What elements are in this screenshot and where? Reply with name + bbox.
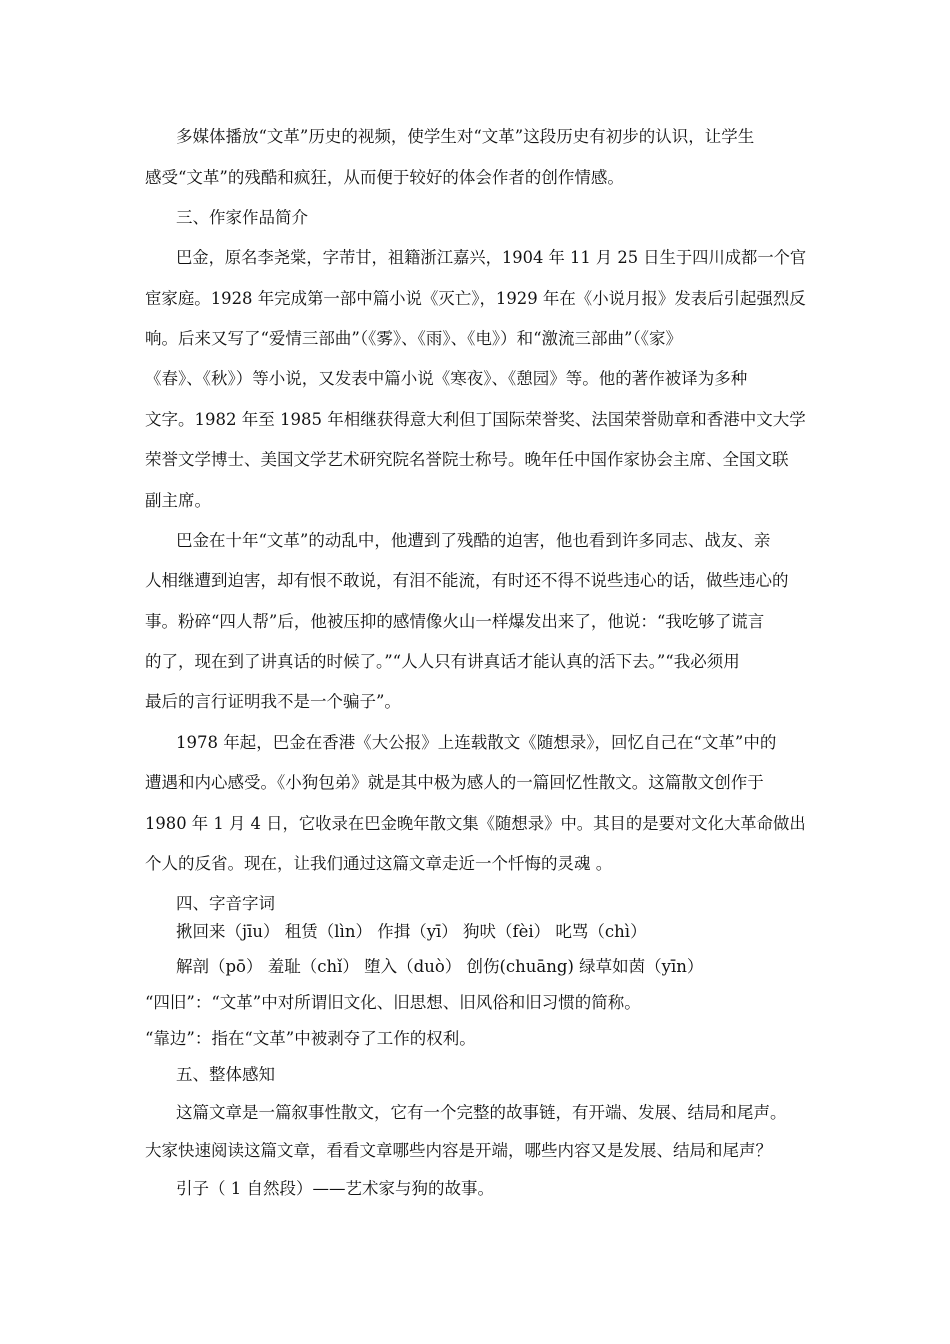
paragraph-line: 1978 年起，巴金在香港《大公报》上连载散文《随想录》，回忆自己在“文革”中的 — [176, 733, 777, 752]
vocab-line: 解剖（pō） 羞耻（chǐ） 堕入（duò） 创伤(chuāng) 绿草如茵（yīn） — [176, 957, 704, 976]
paragraph-line: 宦家庭。1928 年完成第一部中篇小说《灭亡》，1929 年在《小说月报》发表后引起强烈反 — [145, 289, 806, 308]
paragraph-line: 个人的反省。现在，让我们通过这篇文章走近一个忏悔的灵魂 。 — [145, 854, 613, 873]
section-heading: 三、作家作品简介 — [176, 208, 308, 227]
paragraph-line: 人相继遭到迫害，却有恨不敢说，有泪不能流，有时还不得不说些违心的话，做些违心的 — [145, 571, 789, 590]
paragraph-line: 响。后来又写了“爱情三部曲”（《雾》、《雨》、《电》）和“激流三部曲”（《家》 — [145, 329, 682, 348]
paragraph-line: 大家快速阅读这篇文章，看看文章哪些内容是开端，哪些内容又是发展、结局和尾声？ — [145, 1141, 772, 1160]
paragraph-line: 这篇文章是一篇叙事性散文，它有一个完整的故事链，有开端、发展、结局和尾声。 — [176, 1103, 787, 1122]
paragraph-line: 文字。1982 年至 1985 年相继获得意大利但丁国际荣誉奖、法国荣誉勋章和香港中文大学 — [145, 410, 806, 429]
vocab-line: 揪回来（jīu） 租赁（lìn） 作揖（yī） 狗吠（fèi） 叱骂（chì） — [176, 922, 647, 941]
paragraph-line: 引子（ 1 自然段）——艺术家与狗的故事。 — [176, 1179, 494, 1198]
section-heading: 五、整体感知 — [176, 1065, 275, 1084]
paragraph-line: 荣誉文学博士、美国文学艺术研究院名誉院士称号。晚年任中国作家协会主席、全国文联 — [145, 450, 789, 469]
paragraph-line: 1980 年 1 月 4 日，它收录在巴金晚年散文集《随想录》中。其目的是要对文化大革命做出 — [145, 814, 806, 833]
definition-line: “四旧”：“文革”中对所谓旧文化、旧思想、旧风俗和旧习惯的简称。 — [145, 993, 641, 1012]
paragraph-line: 副主席。 — [145, 491, 211, 510]
paragraph-line: 巴金在十年“文革”的动乱中，他遭到了残酷的迫害，他也看到许多同志、战友、亲 — [176, 531, 771, 550]
definition-line: “靠边”：指在“文革”中被剥夺了工作的权利。 — [145, 1029, 476, 1048]
paragraph-line: 事。粉碎“四人帮”后，他被压抑的感情像火山一样爆发出来了，他说：“我吃够了谎言 — [145, 612, 765, 631]
section-heading: 四、字音字词 — [176, 894, 275, 913]
paragraph-line: 最后的言行证明我不是一个骗子”。 — [145, 692, 401, 711]
paragraph-line: 感受“文革”的残酷和疯狂，从而便于较好的体会作者的创作情感。 — [145, 168, 624, 187]
paragraph-line: 巴金，原名李尧棠，字芾甘，祖籍浙江嘉兴，1904 年 11 月 25 日生于四川成都一个官 — [176, 248, 807, 267]
paragraph-line: 的了，现在到了讲真话的时候了。”“人人只有讲真话才能认真的活下去。”“我必须用 — [145, 652, 740, 671]
paragraph-line: 多媒体播放“文革”历史的视频，使学生对“文革”这段历史有初步的认识，让学生 — [176, 127, 755, 146]
paragraph-line: 《春》、《秋》）等小说，又发表中篇小说《寒夜》、《憩园》等。他的著作被译为多种 — [145, 369, 748, 388]
paragraph-line: 遭遇和内心感受。《小狗包弟》就是其中极为感人的一篇回忆性散文。这篇散文创作于 — [145, 773, 764, 792]
